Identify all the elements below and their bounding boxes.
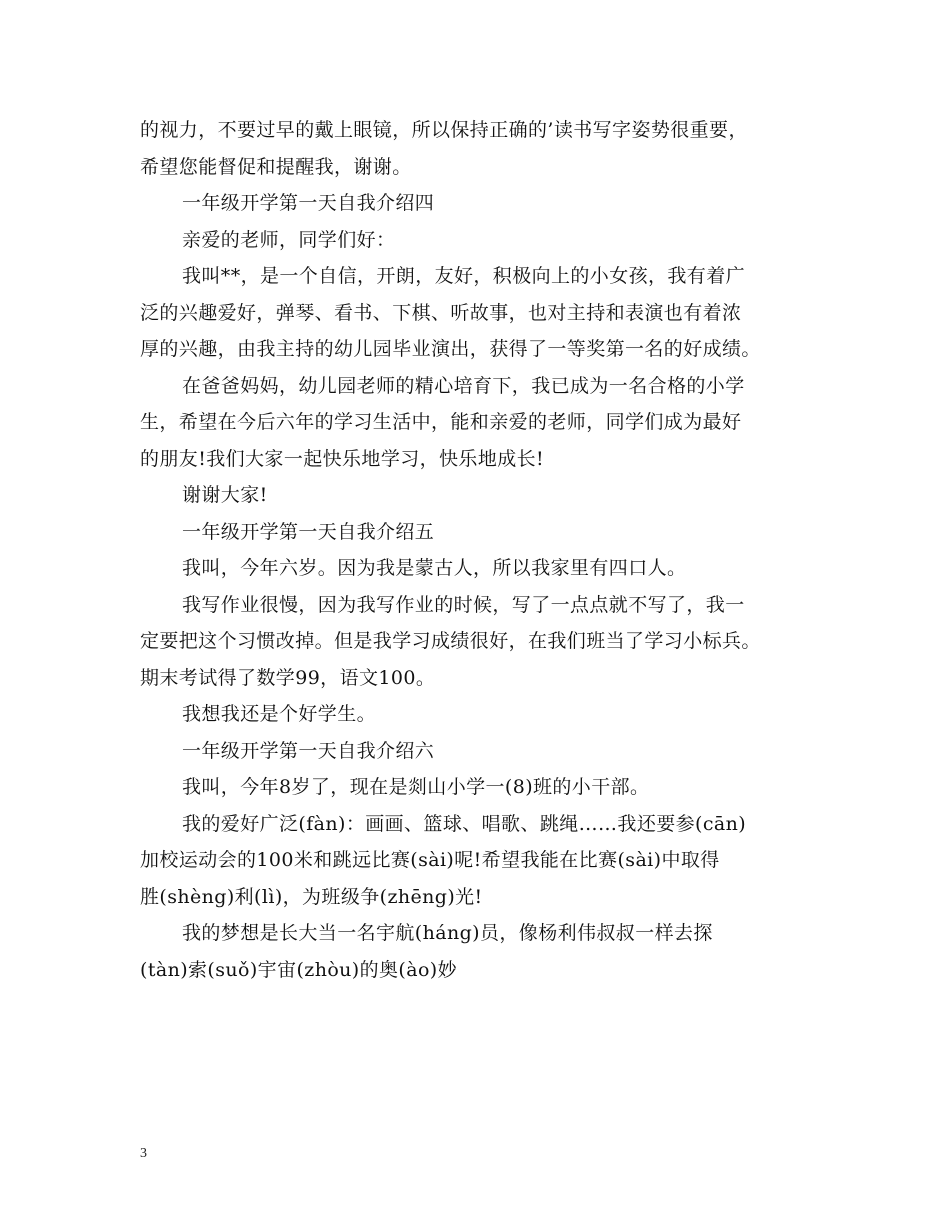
text-line: 我叫，今年8岁了，现在是剡山小学一(8)班的小干部。 xyxy=(182,776,650,798)
text-line: 在爸爸妈妈，幼儿园老师的精心培育下，我已成为一名合格的小学 xyxy=(182,374,745,397)
text-line: 定要把这个习惯改掉。但是我学习成绩很好，在我们班当了学习小标兵。 xyxy=(140,630,761,652)
page-number: 3 xyxy=(140,1146,147,1161)
text-line: 胜(shèng)利(lì)，为班级争(zhēng)光! xyxy=(140,885,483,908)
text-line: 泛的兴趣爱好，弹琴、看书、下棋、听故事，也对主持和表演也有着浓 xyxy=(140,301,742,324)
text-line: 期末考试得了数学99，语文100。 xyxy=(140,666,436,689)
text-line: 我的梦想是长大当一名宇航(háng)员，像杨利伟叔叔一样去探 xyxy=(182,922,713,944)
text-line: 加校运动会的100米和跳远比赛(sài)呢!希望我能在比赛(sài)中取得 xyxy=(140,849,720,871)
text-line: 我写作业很慢，因为我写作业的时候，写了一点点就不写了，我一 xyxy=(182,593,745,616)
document-body xyxy=(140,112,820,988)
greeting-line: 亲爱的老师，同学们好： xyxy=(182,228,396,251)
text-line: 生，希望在今后六年的学习生活中，能和亲爱的老师，同学们成为最好 xyxy=(140,411,742,433)
text-line: 我叫**，是一个自信，开朗，友好，积极向上的小女孩，我有着广 xyxy=(182,265,746,287)
text-line: 厚的兴趣，由我主持的幼儿园毕业演出，获得了一等奖第一名的好成绩。 xyxy=(140,338,761,360)
section-heading: 一年级开学第一天自我介绍五 xyxy=(182,520,435,543)
section-heading: 一年级开学第一天自我介绍六 xyxy=(182,739,435,762)
text-line: 我的爱好广泛(fàn)：画画、篮球、唱歌、跳绳……我还要参(cān) xyxy=(182,812,747,835)
text-line: 的朋友!我们大家一起快乐地学习，快乐地成长! xyxy=(140,447,545,470)
section-heading: 一年级开学第一天自我介绍四 xyxy=(182,192,435,214)
text-line: (tàn)索(suǒ)宇宙(zhòu)的奥(ào)妙 xyxy=(140,958,458,981)
text-line: 我想我还是个好学生。 xyxy=(182,703,377,725)
text-line: 的视力，不要过早的戴上眼镜，所以保持正确的’读书写字姿势很重要， xyxy=(140,119,748,141)
text-line: 我叫，今年六岁。因为我是蒙古人，所以我家里有四口人。 xyxy=(182,557,687,579)
text-line: 希望您能督促和提醒我，谢谢。 xyxy=(140,155,412,178)
text-line: 谢谢大家! xyxy=(182,484,268,506)
